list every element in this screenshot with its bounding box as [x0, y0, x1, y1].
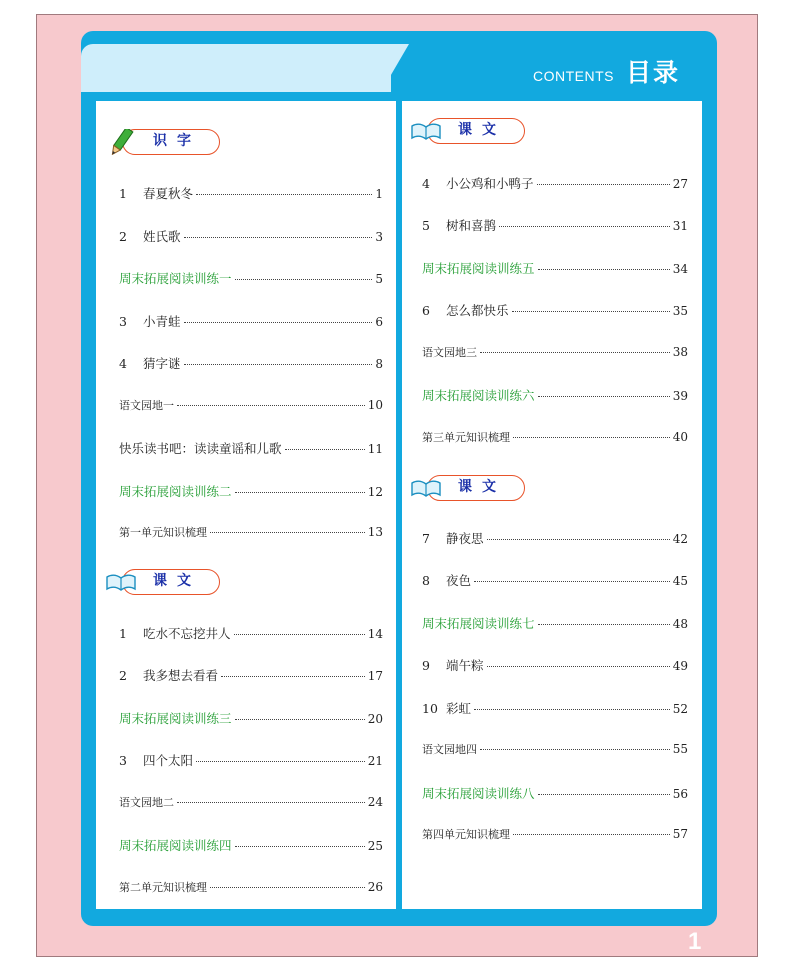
entry-title: 语文园地二 — [119, 796, 174, 809]
entry-page: 20 — [367, 712, 383, 726]
entry-page: 57 — [672, 827, 688, 841]
entry-title: 第二单元知识梳理 — [119, 881, 207, 894]
leader-dots — [235, 719, 365, 720]
entry-page: 12 — [367, 485, 383, 499]
entry-title: 周末拓展阅读训练三 — [119, 711, 232, 726]
entry-title: 静夜思 — [446, 531, 484, 546]
entry-title: 春夏秋冬 — [143, 186, 194, 201]
page-title — [533, 53, 680, 89]
entry-page: 52 — [672, 702, 688, 716]
leader-dots — [513, 437, 670, 438]
toc-entry — [422, 656, 688, 674]
entry-title: 怎么都快乐 — [446, 303, 509, 318]
entry-title: 语文园地一 — [119, 399, 174, 412]
entry-number: 4 — [119, 356, 127, 371]
entry-page: 26 — [367, 880, 383, 894]
section-kewen-3 — [409, 475, 525, 501]
toc-entry — [119, 482, 383, 500]
toc-entry — [422, 216, 688, 234]
entry-number: 4 — [422, 176, 430, 191]
leader-dots — [184, 322, 373, 323]
toc-entry — [119, 709, 383, 727]
toc-entry — [119, 751, 383, 769]
leader-dots — [177, 802, 365, 803]
entry-number: 6 — [422, 303, 430, 318]
entry-page: 35 — [672, 304, 688, 318]
leader-dots — [512, 311, 670, 312]
open-book-icon — [409, 118, 443, 144]
toc-entry — [422, 784, 688, 802]
toc-entry — [422, 741, 688, 757]
entry-page: 55 — [672, 742, 688, 756]
leader-dots — [480, 352, 670, 353]
toc-entry — [119, 312, 383, 330]
leader-dots — [196, 761, 365, 762]
entry-title: 小公鸡和小鸭子 — [446, 176, 534, 191]
entry-title: 姓氏歌 — [143, 229, 181, 244]
open-book-icon — [409, 475, 443, 501]
entry-title: 彩虹 — [446, 701, 472, 716]
leader-dots — [474, 581, 670, 582]
entry-title: 周末拓展阅读训练二 — [119, 484, 232, 499]
leader-dots — [177, 405, 365, 406]
entry-page: 3 — [375, 230, 383, 244]
toc-entry — [422, 614, 688, 632]
leader-dots — [474, 709, 670, 710]
entry-page: 56 — [672, 787, 688, 801]
entry-page: 21 — [367, 754, 383, 768]
section-label: 课文 — [122, 569, 220, 595]
toc-entry — [422, 699, 688, 717]
entry-page: 24 — [367, 795, 383, 809]
entry-title: 夜色 — [446, 573, 472, 588]
leader-dots — [513, 834, 670, 835]
entry-title: 语文园地四 — [422, 743, 477, 756]
entry-title: 周末拓展阅读训练五 — [422, 261, 535, 276]
entry-title: 小青蛙 — [143, 314, 181, 329]
section-label: 课文 — [427, 118, 525, 144]
entry-number: 1 — [119, 186, 127, 201]
entry-number: 3 — [119, 753, 127, 768]
entry-title: 树和喜鹊 — [446, 218, 497, 233]
entry-number: 8 — [422, 573, 430, 588]
section-kewen-1 — [104, 569, 220, 595]
leader-dots — [210, 887, 365, 888]
toc-entry — [422, 174, 688, 192]
entry-page: 34 — [672, 262, 688, 276]
toc-entry — [119, 227, 383, 245]
entry-page: 5 — [375, 272, 383, 286]
entry-title: 我多想去看看 — [143, 668, 219, 683]
leader-dots — [487, 666, 670, 667]
entry-title: 周末拓展阅读训练八 — [422, 786, 535, 801]
toc-entry — [119, 794, 383, 810]
entry-title: 第四单元知识梳理 — [422, 828, 510, 841]
toc-entry — [119, 354, 383, 372]
entry-number: 2 — [119, 668, 127, 683]
leader-dots — [234, 634, 365, 635]
toc-entry — [119, 269, 383, 287]
entry-title: 第一单元知识梳理 — [119, 526, 207, 539]
pencil-icon — [104, 129, 138, 155]
entry-page: 10 — [367, 398, 383, 412]
toc-entry — [422, 429, 688, 445]
entry-page: 6 — [375, 315, 383, 329]
toc-entry — [422, 301, 688, 319]
leader-dots — [538, 269, 670, 270]
leader-dots — [538, 624, 670, 625]
leader-dots — [480, 749, 670, 750]
toc-entry — [119, 666, 383, 684]
leader-dots — [210, 532, 365, 533]
toc-entry — [422, 826, 688, 842]
toc-entry — [422, 386, 688, 404]
leader-dots — [235, 279, 373, 280]
entry-page: 14 — [367, 627, 383, 641]
entry-page: 25 — [367, 839, 383, 853]
leader-dots — [538, 396, 670, 397]
entry-number: 1 — [119, 626, 127, 641]
section-shizi — [104, 129, 220, 155]
entry-title: 猜字谜 — [143, 356, 181, 371]
entry-title: 周末拓展阅读训练六 — [422, 388, 535, 403]
toc-entry — [119, 836, 383, 854]
entry-page: 38 — [672, 345, 688, 359]
entry-page: 40 — [672, 430, 688, 444]
leader-dots — [537, 184, 670, 185]
entry-page: 39 — [672, 389, 688, 403]
entry-page: 49 — [672, 659, 688, 673]
entry-title: 四个太阳 — [143, 753, 194, 768]
entry-title: 周末拓展阅读训练七 — [422, 616, 535, 631]
toc-entry — [119, 397, 383, 413]
entry-page: 45 — [672, 574, 688, 588]
leader-dots — [235, 492, 365, 493]
entry-number: 2 — [119, 229, 127, 244]
leader-dots — [184, 237, 373, 238]
toc-entry — [119, 184, 383, 202]
entry-number: 7 — [422, 531, 430, 546]
entry-title: 吃水不忘挖井人 — [143, 626, 231, 641]
entry-page: 17 — [367, 669, 383, 683]
leader-dots — [221, 676, 365, 677]
entry-page: 11 — [367, 442, 383, 456]
leader-dots — [487, 539, 670, 540]
contents-cn: 目录 — [625, 58, 680, 87]
entry-number: 5 — [422, 218, 430, 233]
entry-page: 27 — [672, 177, 688, 191]
entry-page: 8 — [375, 357, 383, 371]
section-label: 课文 — [427, 475, 525, 501]
entry-title: 第三单元知识梳理 — [422, 431, 510, 444]
toc-entry — [422, 344, 688, 360]
leader-dots — [538, 794, 670, 795]
entry-title: 语文园地三 — [422, 346, 477, 359]
entry-title: 快乐读书吧：读读童谣和儿歌 — [119, 441, 282, 456]
entry-page: 13 — [367, 525, 383, 539]
toc-entry — [422, 259, 688, 277]
page-number: 1 — [688, 928, 702, 955]
toc-entry — [422, 571, 688, 589]
entry-title: 周末拓展阅读训练四 — [119, 838, 232, 853]
leader-dots — [184, 364, 373, 365]
entry-title: 端午粽 — [446, 658, 484, 673]
leader-dots — [285, 449, 365, 450]
toc-entry — [119, 439, 383, 457]
entry-page: 1 — [375, 187, 383, 201]
left-column — [96, 101, 396, 909]
entry-page: 48 — [672, 617, 688, 631]
leader-dots — [196, 194, 372, 195]
leader-dots — [499, 226, 670, 227]
entry-number: 9 — [422, 658, 430, 673]
entry-number: 10 — [422, 701, 438, 716]
toc-entry — [119, 879, 383, 895]
toc-entry — [119, 524, 383, 540]
toc-entry — [119, 624, 383, 642]
entry-page: 42 — [672, 532, 688, 546]
entry-number: 3 — [119, 314, 127, 329]
leader-dots — [235, 846, 365, 847]
toc-entry — [422, 529, 688, 547]
section-kewen-2 — [409, 118, 525, 144]
entry-page: 31 — [672, 219, 688, 233]
open-book-icon — [104, 569, 138, 595]
section-label: 识字 — [122, 129, 220, 155]
contents-en: CONTENTS — [532, 68, 614, 84]
entry-title: 周末拓展阅读训练一 — [119, 271, 232, 286]
